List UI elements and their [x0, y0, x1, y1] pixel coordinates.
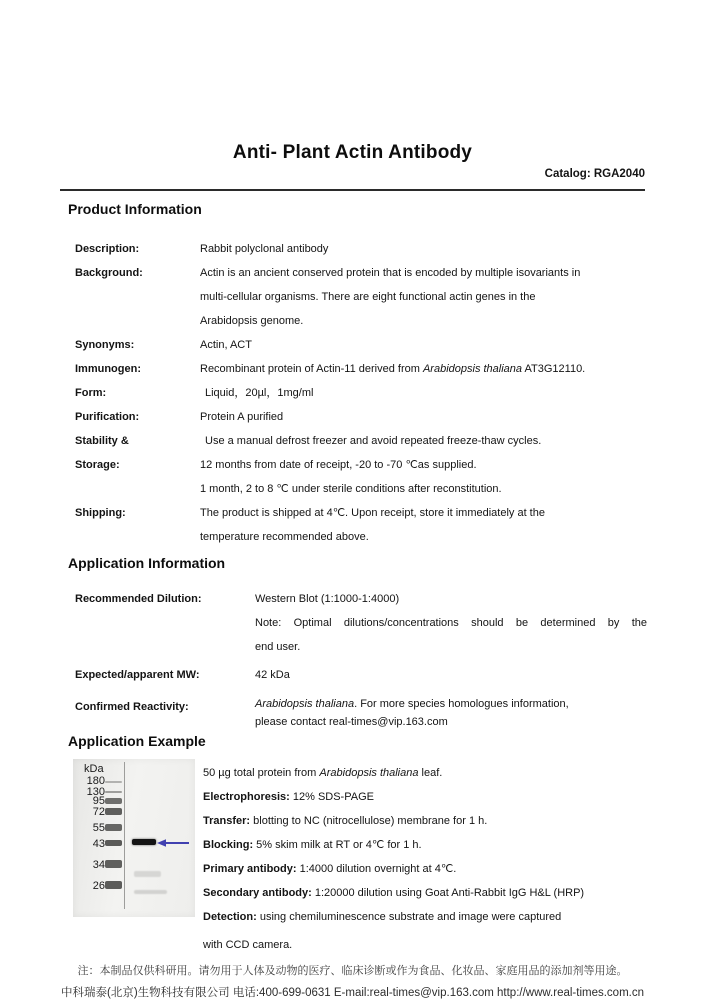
dilution-note-line: Note: Optimal dilutions/concentrations should be determined by the — [255, 617, 647, 629]
row-form — [0, 381, 705, 405]
step-detection — [203, 905, 705, 929]
value-text: leaf. — [418, 767, 443, 779]
step-text: 5% skim milk at RT or 4℃ for 1 h. — [253, 839, 422, 851]
value-line: Western Blot (1:1000-1:4000) — [255, 593, 400, 605]
value-line: 12 months from date of receipt, -20 to -70 ℃as supplied. — [200, 459, 477, 471]
species-name: Arabidopsis thaliana — [319, 767, 419, 779]
ladder-band — [105, 781, 122, 783]
ladder-band — [105, 808, 122, 815]
row-label: Immunogen: — [75, 363, 141, 375]
ladder-band — [105, 798, 122, 804]
header-divider — [60, 189, 645, 191]
band-arrow-icon — [156, 837, 190, 849]
ladder-band — [105, 860, 122, 868]
footer-email-link[interactable]: real-times@vip.163.com — [369, 987, 494, 999]
row-value — [200, 429, 705, 501]
page-title: Anti- Plant Actin Antibody — [232, 142, 473, 163]
value-line: Arabidopsis genome. — [200, 315, 304, 327]
step-label: Transfer: — [203, 815, 251, 827]
marker-label: 95 — [92, 795, 105, 807]
row-value: Actin, ACT — [200, 339, 252, 351]
faint-band — [134, 871, 161, 877]
step-label: Secondary antibody: — [203, 887, 312, 899]
value-line: The product is shipped at 4℃. Upon receipt, store it immediately at the — [200, 507, 545, 519]
marker-label: 55 — [92, 822, 105, 834]
step-label: Primary antibody: — [203, 863, 297, 875]
step-transfer — [203, 809, 705, 833]
row-confirmed-reactivity — [0, 695, 705, 731]
row-value — [255, 587, 705, 659]
step-text: blotting to NC (nitrocellulose) membrane for 1 h. — [250, 815, 488, 827]
row-value — [255, 695, 705, 731]
row-recommended-dilution — [0, 587, 705, 659]
application-information-heading: Application Information — [68, 555, 226, 571]
step-electrophoresis — [203, 785, 705, 809]
product-information-heading: Product Information — [68, 201, 202, 217]
ladder-band — [105, 791, 122, 793]
detection-continuation: with CCD camera. — [203, 939, 293, 951]
row-expected-mw — [0, 663, 705, 687]
ladder-band — [105, 840, 122, 846]
row-value: Liquid，20µl，1mg/ml — [205, 387, 314, 399]
row-immunogen — [0, 357, 705, 381]
row-description — [0, 237, 705, 261]
step-blocking — [203, 833, 705, 857]
value-text: . For more species homologues information, — [354, 698, 569, 710]
sample-line — [203, 761, 705, 785]
step-text: 1:20000 dilution using Goat Anti-Rabbit IgG H&L (HRP) — [311, 887, 585, 899]
footer-company-line — [0, 984, 705, 1000]
row-background — [0, 261, 705, 333]
row-value: 42 kDa — [255, 669, 290, 681]
row-label: Form: — [75, 387, 107, 399]
species-name: Arabidopsis thaliana — [255, 698, 355, 710]
ladder-band — [105, 881, 122, 889]
value-line: temperature recommended above. — [200, 531, 369, 543]
marker-label: 43 — [92, 838, 105, 850]
marker-label: 180 — [86, 775, 105, 787]
row-value: Protein A purified — [200, 411, 284, 423]
footer-disclaimer: 注：本制品仅供科研用。请勿用于人体及动物的医疗、临床诊断或作为食品、化妆品、家庭用品的添加剂等用途。 — [77, 965, 628, 977]
row-shipping — [0, 501, 705, 549]
step-primary-antibody — [203, 857, 705, 881]
value-text: Recombinant protein of Actin-11 derived from — [200, 363, 423, 375]
label-line: Storage: — [75, 459, 120, 471]
step-text: using chemiluminescence substrate and image were captured — [256, 911, 562, 923]
step-label: Electrophoresis: — [203, 791, 290, 803]
step-secondary-antibody — [203, 881, 705, 905]
label-line: Stability & — [75, 435, 129, 447]
value-text: AT3G12110. — [522, 363, 586, 375]
row-label: Shipping: — [75, 507, 126, 519]
row-value — [200, 261, 705, 333]
example-text — [203, 759, 705, 929]
application-information-table — [0, 587, 705, 731]
gel-unit-label: kDa — [84, 763, 104, 775]
step-text: 1:4000 dilution overnight at 4℃. — [296, 863, 457, 875]
marker-label: 34 — [92, 859, 105, 871]
company-name-phone: 中科瑞泰(北京)生物科技有限公司 电话:400-699-0631 E-mail: — [61, 987, 370, 999]
row-label: Purification: — [75, 411, 140, 423]
product-information-table — [0, 237, 705, 549]
row-label: Background: — [75, 267, 143, 279]
catalog-label: Catalog: — [544, 168, 591, 180]
value-text: 50 µg total protein from — [203, 767, 320, 779]
row-value — [200, 357, 705, 381]
value-line: 1 month, 2 to 8 ℃ under sterile conditions after reconstitution. — [200, 483, 502, 495]
value-line: Use a manual defrost freezer and avoid repeated freeze-thaw cycles. — [205, 435, 542, 447]
row-stability-storage — [0, 429, 705, 501]
catalog-value: RGA2040 — [593, 168, 645, 180]
application-example-heading: Application Example — [68, 733, 206, 749]
catalog-line — [0, 168, 705, 180]
value-line: multi-cellular organisms. There are eight functional actin genes in the — [200, 291, 536, 303]
row-purification — [0, 405, 705, 429]
row-value: Rabbit polyclonal antibody — [200, 243, 329, 255]
western-blot-image — [73, 759, 195, 917]
faint-band — [134, 890, 167, 894]
sample-band-43kda — [132, 839, 156, 845]
row-label: Confirmed Reactivity: — [75, 701, 189, 713]
marker-label: 130 — [86, 786, 105, 798]
value-line — [255, 695, 705, 713]
value-line: Actin is an ancient conserved protein that is encoded by multiple isovariants in — [200, 267, 581, 279]
row-synonyms — [0, 333, 705, 357]
marker-label: 72 — [92, 806, 105, 818]
row-label: Description: — [75, 243, 140, 255]
row-value — [200, 501, 705, 549]
footer-website-link[interactable]: http://www.real-times.com.cn — [493, 987, 644, 999]
row-label: Recommended Dilution: — [75, 593, 202, 605]
lane-separator — [124, 762, 125, 909]
marker-label: 26 — [92, 880, 105, 892]
value-line: please contact real-times@vip.163.com — [255, 716, 448, 728]
step-text: 12% SDS-PAGE — [289, 791, 374, 803]
ladder-band — [105, 824, 122, 831]
dilution-note-line: end user. — [255, 641, 301, 653]
step-label: Blocking: — [203, 839, 254, 851]
row-label: Synonyms: — [75, 339, 135, 351]
row-label — [75, 429, 200, 501]
row-label: Expected/apparent MW: — [75, 669, 200, 681]
species-name: Arabidopsis thaliana — [422, 363, 523, 375]
step-label: Detection: — [203, 911, 257, 923]
application-example-section — [0, 759, 705, 927]
